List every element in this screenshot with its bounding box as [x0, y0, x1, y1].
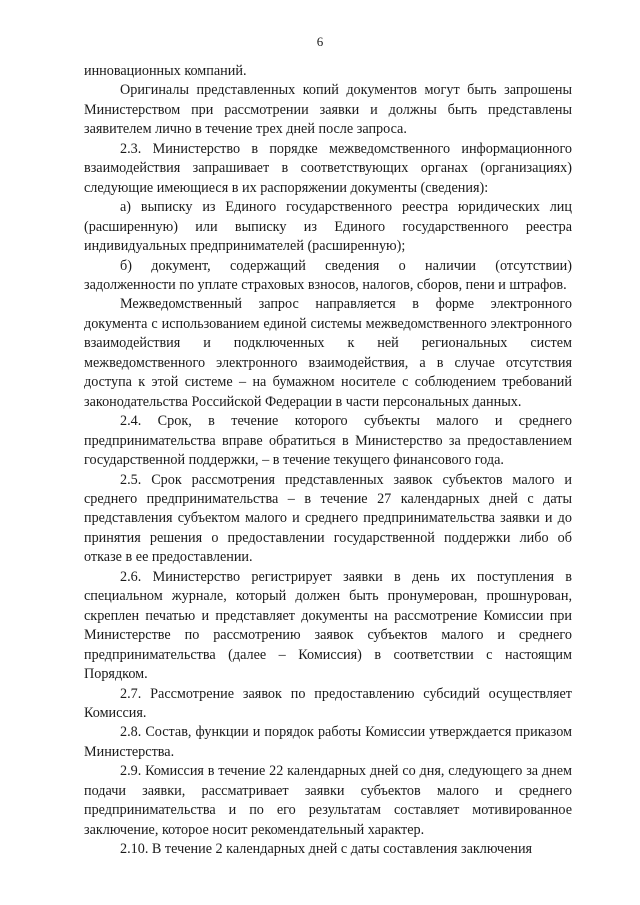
paragraph: инновационных компаний. [84, 63, 247, 79]
paragraph-2-9: 2.9. Комиссия в течение 22 календарных дней со дня, следующего за днем подачи заявки, рассматривает заявки субъектов малого и среднего предпринимательства и по его результатам составляет мотивированное заключение, которое носит рекомендательный характер. [84, 763, 572, 838]
paragraph-2-10: 2.10. В течение 2 календарных дней с даты составления заключения [120, 841, 533, 858]
paragraph-2-3: 2.3. Министерство в порядке межведомственного информационного взаимодействия запрашивает в соответствующих органах (организациях) следующие имеющиеся в их распоряжении документы (сведения): [84, 140, 572, 196]
page-number: 6 [316, 34, 324, 49]
paragraph: Оригиналы представленных копий документов могут быть запрошены Министерством при рассмотрении заявки и должны быть представлены заявителем лично в течение трех дней после запроса. [84, 82, 572, 138]
list-item-b: б) документ, содержащий сведения о наличии (отсутствии) задолженности по уплате страховых взносов, налогов, сборов, пени и штрафов. [84, 257, 572, 293]
body-text [84, 62, 572, 860]
paragraph: Межведомственный запрос направляется в форме электронного документа с использованием единой системы межведомственного электронного взаимодействия и подключенных к ней региональных систем межведомственного электронного взаимодействия, а в случае отсутствия доступа к этой системе – на бумажном носителе с соблюдением требований законодательства Российской Федерации в части персональных данных. [84, 296, 572, 410]
paragraph-2-5: 2.5. Срок рассмотрения представленных заявок субъектов малого и среднего предпринимательства – в течение 27 календарных дней с даты представления субъектом малого и среднего предпринимательства заявки и до принятия решения о предоставлении государственной поддержки либо об отказе в ее предоставлении. [84, 471, 572, 566]
paragraph-2-7: 2.7. Рассмотрение заявок по предоставлению субсидий осуществляет Комиссия. [84, 685, 572, 721]
paragraph-2-8: 2.8. Состав, функции и порядок работы Комиссии утверждается приказом Министерства. [84, 724, 572, 760]
list-item-a: а) выписку из Единого государственного реестра юридических лиц (расширенную) или выписку из Единого государственного реестра индивидуальных предпринимателей (расширенную); [84, 199, 572, 255]
paragraph-2-6: 2.6. Министерство регистрирует заявки в день их поступления в специальном журнале, который должен быть пронумерован, прошнурован, скреплен печатью и представляет документы на рассмотрение Комиссии при Министерстве по рассмотрению заявок субъектов малого и среднего предпринимательства (далее – Комиссия) в соответствии с настоящим Порядком. [84, 568, 572, 683]
paragraph-2-4: 2.4. Срок, в течение которого субъекты малого и среднего предпринимательства вправе обратиться в Министерство за предоставлением государственной поддержки, – в течение текущего финансового года. [84, 413, 572, 469]
